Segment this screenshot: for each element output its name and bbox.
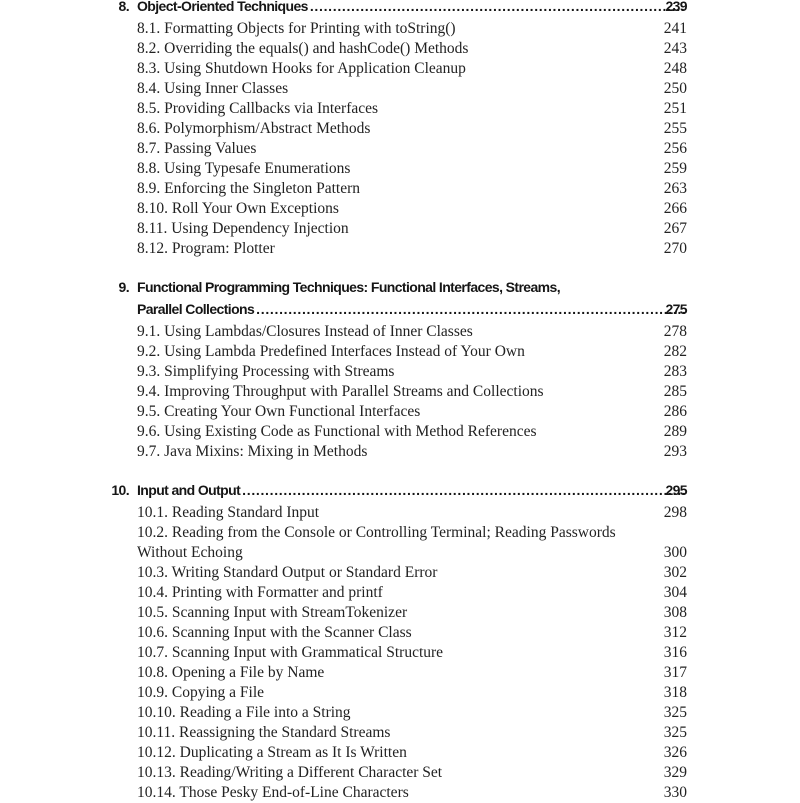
entry-page: 298: [663, 504, 687, 521]
entry-title: 9.4. Improving Throughput with Parallel Streams and Collections: [137, 383, 544, 400]
entry-title: 8.9. Enforcing the Singleton Pattern: [137, 180, 360, 197]
entry-page: 318: [663, 684, 687, 701]
chapter-8: [0, 0, 800, 259]
toc-entry[interactable]: [0, 79, 800, 99]
entry-page: 263: [663, 180, 687, 197]
entry-page: 256: [663, 140, 687, 157]
toc-entry[interactable]: [0, 503, 800, 523]
chapter-page: 295: [665, 482, 687, 498]
toc-entry[interactable]: [0, 422, 800, 442]
entry-page: 325: [663, 724, 687, 741]
entry-page: 325: [663, 704, 687, 721]
entry-title: 10.9. Copying a File: [137, 684, 265, 701]
section-list: [0, 19, 800, 259]
toc-entry[interactable]: [0, 382, 800, 402]
leader-dots: [310, 0, 685, 14]
toc-entry[interactable]: [0, 442, 800, 462]
toc-entry[interactable]: [0, 59, 800, 79]
entry-title: 10.13. Reading/Writing a Different Character Set: [137, 764, 443, 781]
chapter-number: 10.: [111, 482, 129, 498]
toc-entry[interactable]: [0, 322, 800, 342]
entry-title: 10.11. Reassigning the Standard Streams: [137, 724, 391, 741]
toc-entry[interactable]: [0, 99, 800, 119]
entry-title: 8.5. Providing Callbacks via Interfaces: [137, 100, 379, 117]
entry-page: 312: [663, 624, 687, 641]
toc-entry[interactable]: [0, 643, 800, 663]
entry-page: 283: [663, 363, 687, 380]
chapter-heading-line[interactable]: [0, 279, 800, 299]
entry-title: 10.6. Scanning Input with the Scanner Class: [137, 624, 412, 641]
toc-entry[interactable]: [0, 783, 800, 803]
toc-entry[interactable]: [0, 723, 800, 743]
entry-title: 9.6. Using Existing Code as Functional with Method References: [137, 423, 537, 440]
entry-page: 293: [663, 443, 687, 460]
entry-page: 278: [663, 323, 687, 340]
chapter-title: Functional Programming Techniques: Functional Interfaces, Streams,: [137, 279, 561, 295]
toc-entry[interactable]: [0, 743, 800, 763]
toc-entry[interactable]: [0, 19, 800, 39]
toc-entry[interactable]: [0, 583, 800, 603]
toc-entry[interactable]: [0, 219, 800, 239]
entry-page: 255: [663, 120, 687, 137]
entry-title: 10.4. Printing with Formatter and printf: [137, 584, 383, 601]
entry-title: 9.7. Java Mixins: Mixing in Methods: [137, 443, 368, 460]
toc-entry[interactable]: [0, 159, 800, 179]
leader-dots: [242, 482, 685, 498]
entry-title: 10.10. Reading a File into a String: [137, 704, 351, 721]
entry-page: 251: [663, 100, 687, 117]
entry-page: 266: [663, 200, 687, 217]
entry-title: 10.8. Opening a File by Name: [137, 664, 325, 681]
toc-entry[interactable]: [0, 703, 800, 723]
chapter-page: 275: [665, 301, 687, 317]
entry-page: 259: [663, 160, 687, 177]
entry-title: 9.5. Creating Your Own Functional Interfaces: [137, 403, 421, 420]
entry-title: 8.4. Using Inner Classes: [137, 80, 289, 97]
entry-title: 8.1. Formatting Objects for Printing with toString(): [137, 20, 456, 37]
entry-title: 8.2. Overriding the equals() and hashCode() Methods: [137, 40, 469, 57]
toc-entry[interactable]: [0, 763, 800, 783]
entry-page: 267: [663, 220, 687, 237]
chapter-number: 9.: [118, 279, 129, 295]
leader-dots: [256, 301, 685, 317]
toc-entry[interactable]: [0, 39, 800, 59]
entry-page: 282: [663, 343, 687, 360]
entry-page: 304: [663, 584, 687, 601]
chapter-heading[interactable]: [0, 482, 800, 503]
toc-entry[interactable]: [0, 603, 800, 623]
entry-page: 317: [663, 664, 687, 681]
toc-entry[interactable]: [0, 119, 800, 139]
entry-title: 8.10. Roll Your Own Exceptions: [137, 200, 339, 217]
chapter-page: 239: [665, 0, 687, 14]
toc-entry[interactable]: [0, 683, 800, 703]
entry-page: 248: [663, 60, 687, 77]
entry-title: 9.2. Using Lambda Predefined Interfaces Instead of Your Own: [137, 343, 525, 360]
toc-entry[interactable]: [0, 342, 800, 362]
toc-entry[interactable]: [0, 663, 800, 683]
chapter-heading[interactable]: [0, 0, 800, 19]
entry-page: 250: [663, 80, 687, 97]
entry-title: 10.14. Those Pesky End-of-Line Characters: [137, 784, 409, 801]
entry-page: 241: [663, 20, 687, 37]
entry-title: 9.1. Using Lambdas/Closures Instead of Inner Classes: [137, 323, 473, 340]
entry-page: 289: [663, 423, 687, 440]
chapter-title: Object-Oriented Techniques: [137, 0, 308, 14]
toc-entry[interactable]: [0, 239, 800, 259]
entry-title: 8.11. Using Dependency Injection: [137, 220, 349, 237]
entry-title: 8.6. Polymorphism/Abstract Methods: [137, 120, 371, 137]
section-list: [0, 503, 800, 803]
entry-page: 270: [663, 240, 687, 257]
chapter-heading[interactable]: [0, 301, 800, 322]
entry-title: 10.2. Reading from the Console or Controlling Terminal; Reading Passwords: [137, 524, 616, 541]
entry-title: 8.8. Using Typesafe Enumerations: [137, 160, 351, 177]
toc-entry[interactable]: [0, 402, 800, 422]
entry-title: 10.3. Writing Standard Output or Standard Error: [137, 564, 438, 581]
toc-entry-continued[interactable]: [0, 543, 800, 563]
entry-title: 8.7. Passing Values: [137, 140, 257, 157]
chapter-number: 8.: [118, 0, 129, 14]
toc-entry[interactable]: [0, 523, 800, 543]
toc-entry[interactable]: [0, 362, 800, 382]
entry-title: 10.12. Duplicating a Stream as It Is Written: [137, 744, 407, 761]
entry-title: 9.3. Simplifying Processing with Streams: [137, 363, 395, 380]
entry-page: 243: [663, 40, 687, 57]
toc-entry[interactable]: [0, 199, 800, 219]
entry-title: 10.5. Scanning Input with StreamTokenizer: [137, 604, 408, 621]
section-list: [0, 322, 800, 462]
entry-page: 308: [663, 604, 687, 621]
entry-page: 300: [663, 544, 687, 561]
entry-page: 316: [663, 644, 687, 661]
toc-entry[interactable]: [0, 563, 800, 583]
entry-title: 8.12. Program: Plotter: [137, 240, 275, 257]
entry-title: Without Echoing: [137, 544, 243, 561]
chapter-9: [0, 279, 800, 462]
toc-entry[interactable]: [0, 139, 800, 159]
toc-entry[interactable]: [0, 623, 800, 643]
chapter-title-continued: Parallel Collections: [137, 301, 255, 317]
entry-title: 8.3. Using Shutdown Hooks for Application Cleanup: [137, 60, 466, 77]
entry-page: 285: [663, 383, 687, 400]
entry-page: 329: [663, 764, 687, 781]
entry-page: 302: [663, 564, 687, 581]
entry-page: 330: [663, 784, 687, 801]
chapter-10: [0, 482, 800, 803]
entry-title: 10.7. Scanning Input with Grammatical Structure: [137, 644, 444, 661]
entry-title: 10.1. Reading Standard Input: [137, 504, 320, 521]
toc-entry[interactable]: [0, 179, 800, 199]
entry-page: 286: [663, 403, 687, 420]
entry-page: 326: [663, 744, 687, 761]
chapter-title: Input and Output: [137, 482, 241, 498]
